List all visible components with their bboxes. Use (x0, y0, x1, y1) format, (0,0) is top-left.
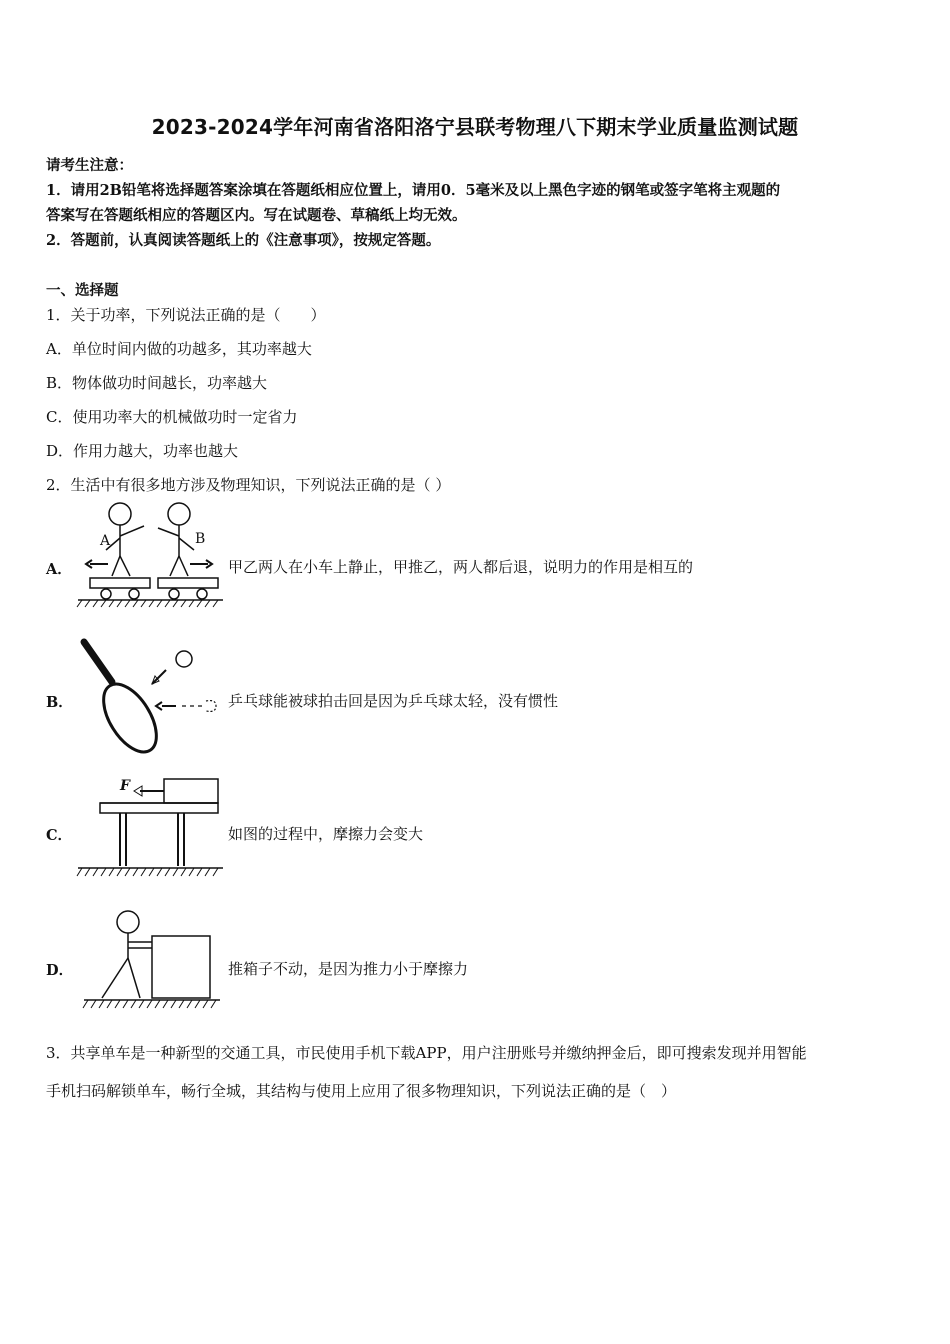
q1-option-c: C．使用功率大的机械做功时一定省力 (46, 408, 298, 426)
q2-option-a-text: 甲乙两人在小车上静止，甲推乙，两人都后退，说明力的作用是相互的 (228, 558, 694, 576)
notice-line-2: 2．答题前，认真阅读答题纸上的《注意事项》，按规定答题。 (46, 232, 441, 249)
section-heading: 一、选择题 (46, 282, 119, 299)
q2-option-a-label: A． (46, 561, 72, 578)
q2-option-b-label: B． (46, 694, 73, 711)
racket-figure (78, 636, 228, 750)
q1-option-a: A．单位时间内做的功越多，其功率越大 (46, 340, 312, 358)
push-box-figure (78, 906, 228, 1014)
notice-heading: 请考生注意： (46, 157, 133, 174)
notice-line-1b: 答案写在答题纸相应的答题区内。写在试题卷、草稿纸上均无效。 (46, 207, 467, 224)
q2-option-b-text: 乒乓球能被球拍击回是因为乒乓球太轻，没有惯性 (228, 692, 559, 710)
q2-option-d-label: D． (46, 962, 74, 979)
q1-option-d: D．作用力越大，功率也越大 (46, 442, 239, 460)
q1-option-b: B．物体做功时间越长，功率越大 (46, 374, 268, 392)
label-b: B (195, 531, 206, 547)
notice-line-1: 1．请用2B铅笔将选择题答案涂填在答题纸相应位置上，请用0．5毫米及以上黑色字迹的钢笔或签字笔将主观题的 (46, 182, 781, 199)
q2-option-d-text: 推箱子不动，是因为推力小于摩擦力 (228, 960, 469, 978)
q1-stem: 1．关于功率，下列说法正确的是（ ） (46, 306, 326, 324)
q2-option-c-label: C． (46, 827, 73, 844)
label-a: A (100, 533, 111, 549)
label-f: F (120, 778, 130, 794)
page-title: 2023-2024学年河南省洛阳洛宁县联考物理八下期末学业质量监测试题 (151, 115, 799, 139)
q2-stem: 2．生活中有很多地方涉及物理知识，下列说法正确的是（ ） (46, 476, 451, 494)
table-figure (78, 776, 228, 884)
q3-line-2: 手机扫码解锁单车，畅行全城，其结构与使用上应用了很多物理知识，下列说法正确的是（ ） (46, 1082, 677, 1100)
carts-figure (78, 498, 228, 610)
q3-line-1: 3．共享单车是一种新型的交通工具，市民使用手机下载APP，用户注册账号并缴纳押金后，即可搜索发现并用智能 (46, 1044, 807, 1062)
q2-option-c-text: 如图的过程中，摩擦力会变大 (228, 825, 424, 843)
